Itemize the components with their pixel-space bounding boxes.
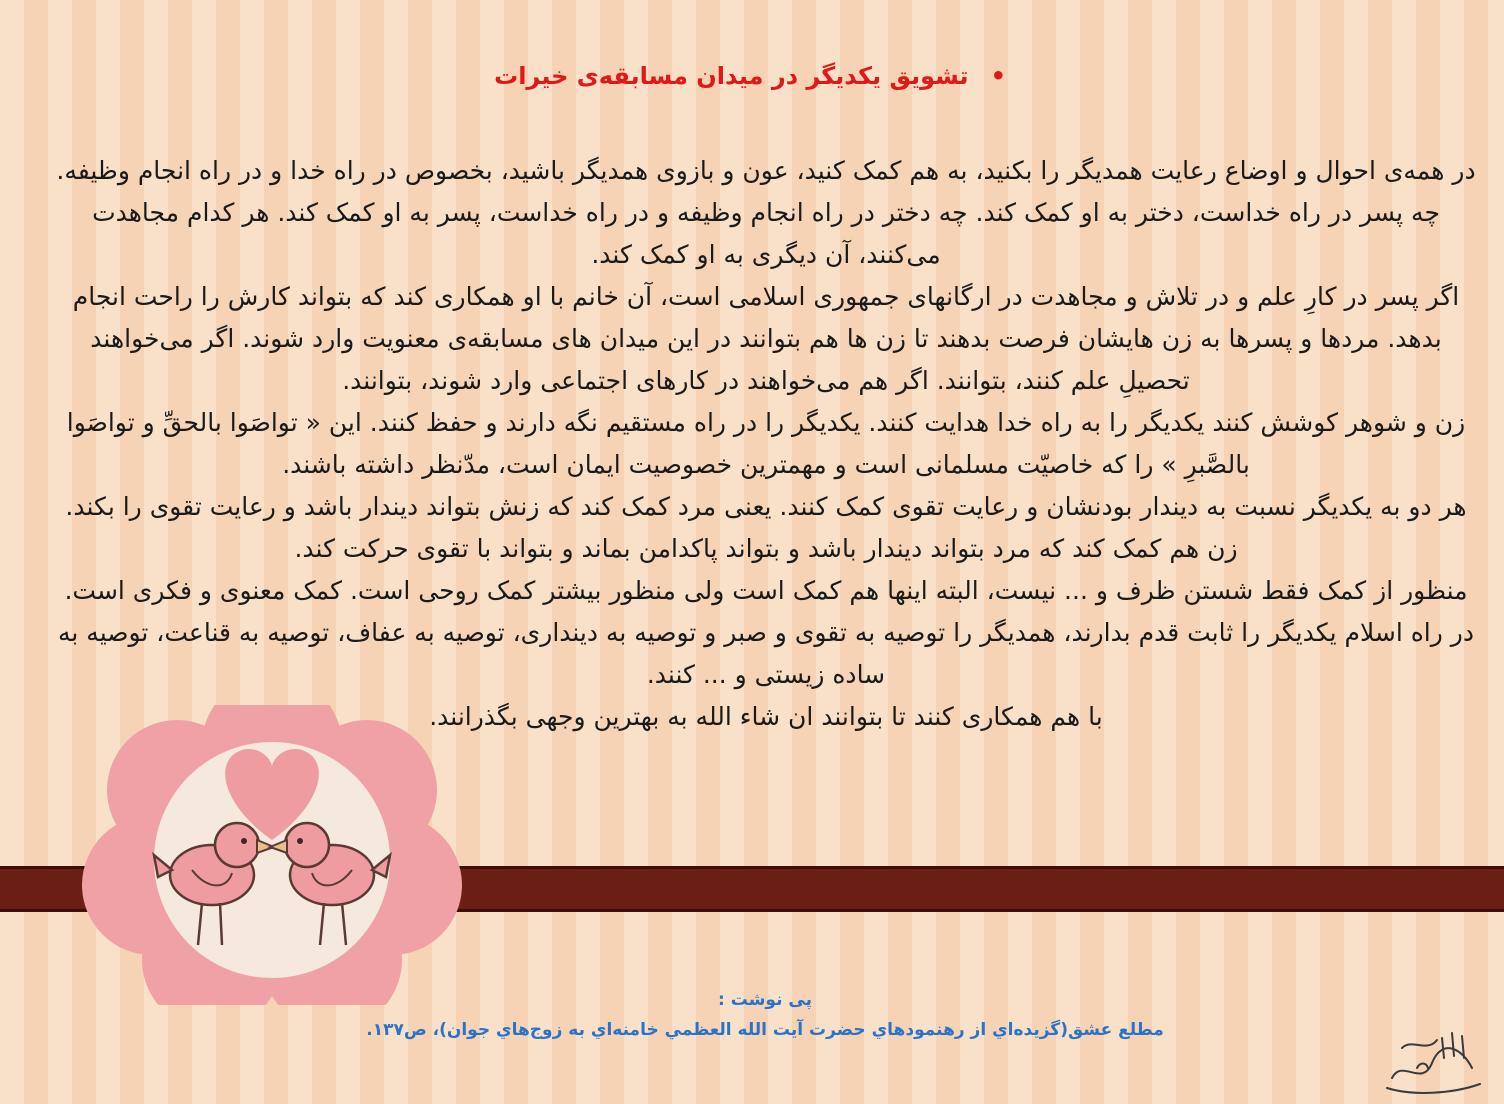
title-bullet: • <box>990 62 1006 90</box>
love-birds-emblem <box>62 705 482 1005</box>
title-text: تشویق یکدیگر در میدان مسابقه‌ی خیرات <box>494 62 969 90</box>
slide-title <box>300 62 1200 90</box>
paragraph: با هم همکاری کنند تا بتوانند ان شاء الله به بهترین وجهی بگذرانند. <box>429 702 1103 731</box>
paragraph: در همه‌ی احوال و اوضاع رعایت همدیگر را بکنید، به هم کمک کنید، عون و بازوی همدیگر باشید، بخصوص در راه خدا و در راه انجام وظیفه. چه پسر در راه خداست، دختر به او کمک کند. چه دختر در راه انجام وظیفه و در راه خداست، پسر به او کمک کند. هر کدام مجاهدت می‌کنند، آن دیگری به او کمک کند. <box>56 156 1476 269</box>
flower-shape <box>82 705 462 1005</box>
footnote-label: پی نوشت : <box>718 990 812 1010</box>
paragraph: اگر پسر در کارِ علم و در تلاش و مجاهدت در ارگانهای جمهوری اسلامی است، آن خانم با او همکاری کند که بتواند کارش را راحت انجام بدهد. مردها و پسرها به زن هایشان فرصت بدهند تا زن ها هم بتوانند در این میدان های مسابقه‌ی معنویت وارد شوند. اگر می‌خواهند تحصیلِ علم کنند، بتوانند. اگر هم می‌خواهند در کارهای اجتماعی وارد شوند، بتوانند. <box>72 282 1460 395</box>
paragraph: منظور از کمک فقط شستن ظرف و ... نیست، البته اینها هم کمک است ولی منظور بیشتر کمک روحی است. کمک معنوی و فکری است. در راه اسلام یکدیگر را ثابت قدم بدارند، همدیگر را توصیه به تقوی و صبر و توصیه به دینداری، توصیه به عفاف، توصیه به قناعت، توصیه به ساده زیستی و ... کنند. <box>58 576 1474 689</box>
body-text <box>56 150 1476 738</box>
paragraph: زن و شوهر کوشش کنند یکدیگر را به راه خدا هدایت کنند. یکدیگر را در راه مستقیم نگه دارند و حفظ کنند. این « تواصَوا بالحقِّ و تواصَوا بالصَّبرِ » را که خاصیّت مسلمانی است و مهمترین خصوصیت ایمان است، مدّنظر داشته باشند. <box>66 408 1466 479</box>
paragraph: هر دو به یکدیگر نسبت به دیندار بودنشان و رعایت تقوی کمک کنند. یعنی مرد کمک کند که زنش بتواند دیندار باشد و رعایت تقوی را بکند. زن هم کمک کند که مرد بتواند دیندار باشد و بتواند پاکدامن بماند و بتواند با تقوی حرکت کند. <box>65 492 1467 563</box>
footnote-source: مطلع عشق(گزيده‌اي از رهنمودهاي حضرت آيت الله العظمي خامنه‌اي به زوج‌هاي جوان)، ص۱۳۷. <box>366 1020 1164 1040</box>
footnote <box>330 985 1200 1045</box>
calligraphy-signature-logo <box>1372 1018 1492 1098</box>
